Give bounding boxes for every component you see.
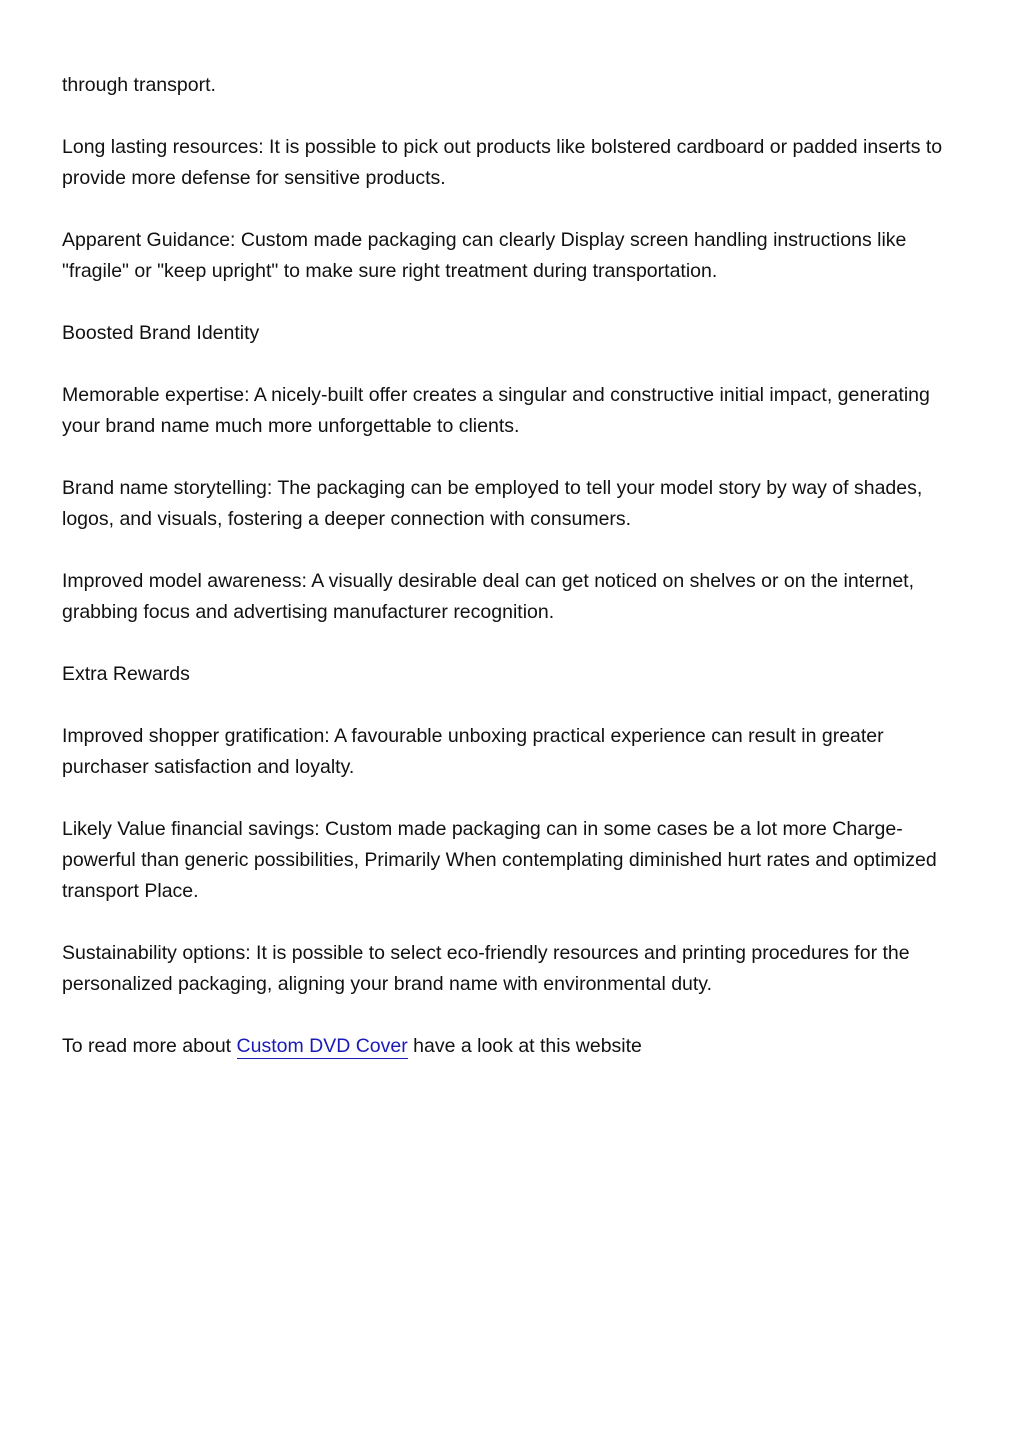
paragraph-long-lasting-resources: Long lasting resources: It is possible to pick out products like bolstered cardboard or padded inserts to provide more defense for sensitive products. — [62, 136, 943, 189]
heading-boosted-brand-identity: Boosted Brand Identity — [62, 322, 260, 344]
paragraph-transport-end: through transport. — [62, 74, 216, 96]
closing-suffix: have a look at this website — [407, 1035, 642, 1057]
custom-dvd-cover-link[interactable]: Custom DVD Cover — [236, 1035, 408, 1057]
paragraph-memorable-expertise: Memorable expertise: A nicely-built offer creates a singular and constructive initial impact, generating your brand name much more unforgettable to clients. — [62, 384, 930, 437]
closing-prefix: To read more about — [62, 1035, 237, 1057]
paragraph-brand-storytelling: Brand name storytelling: The packaging can be employed to tell your model story by way of shades, logos, and visuals, fostering a deeper connection with consumers. — [62, 477, 923, 530]
paragraph-value-savings: Likely Value financial savings: Custom made packaging can in some cases be a lot more Charge-powerful than generic possibilities, Primarily When contemplating diminished hurt rates and optimized transport Place. — [62, 818, 937, 902]
closing-paragraph — [62, 1031, 972, 1062]
paragraph-sustainability-options: Sustainability options: It is possible to select eco-friendly resources and printing procedures for the personalized packaging, aligning your brand name with environmental duty. — [62, 942, 910, 995]
paragraph-apparent-guidance: Apparent Guidance: Custom made packaging can clearly Display screen handling instructions like "fragile" or "keep upright" to make sure right treatment during transportation. — [62, 229, 907, 282]
heading-extra-rewards: Extra Rewards — [62, 663, 190, 685]
paragraph-model-awareness: Improved model awareness: A visually desirable deal can get noticed on shelves or on the internet, grabbing focus and advertising manufacturer recognition. — [62, 570, 915, 623]
document-body — [62, 70, 972, 1093]
paragraph-shopper-gratification: Improved shopper gratification: A favourable unboxing practical experience can result in greater purchaser satisfaction and loyalty. — [62, 725, 884, 778]
